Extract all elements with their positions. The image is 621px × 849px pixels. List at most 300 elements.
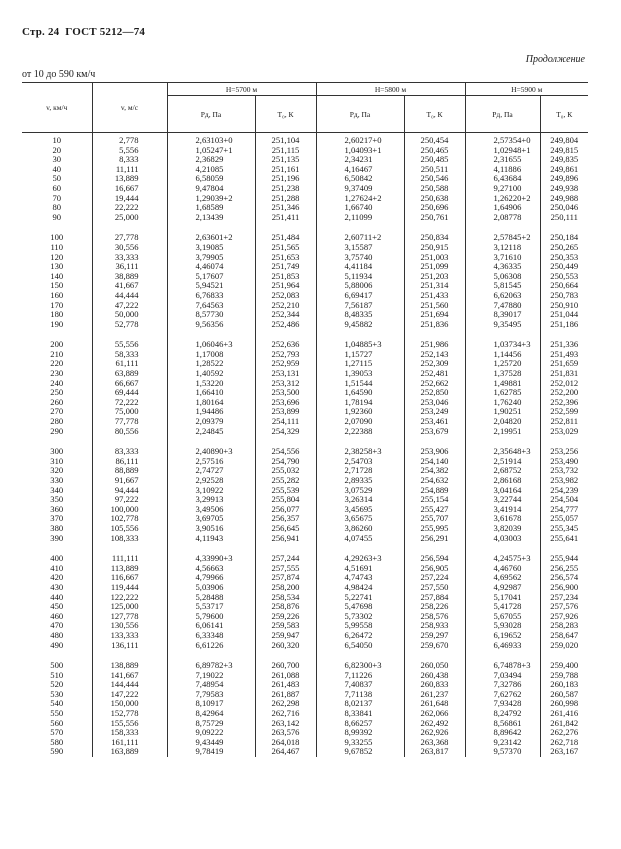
standard-code: ГОСТ 5212—74 (65, 26, 146, 38)
temp-h2: 250,588 (404, 184, 465, 194)
temp-h2: 254,632 (404, 476, 465, 486)
pressure-h2: 8,48335 (316, 310, 404, 320)
temp-h3: 258,647 (540, 631, 588, 641)
pressure-h1: 9,47804 (167, 184, 255, 194)
speed-kmh: 300 (50, 446, 64, 457)
speed-kmh: 530 (50, 688, 64, 699)
temp-h3: 251,659 (540, 359, 588, 369)
pressure-h2: 6,50842 (316, 174, 404, 184)
pressure-h2: 9,67852 (316, 747, 404, 757)
pressure-h3: 6,62063 (465, 291, 540, 301)
speed-ms: 105,556 (92, 524, 167, 534)
speed-kmh: 100 (50, 232, 64, 243)
pressure-h2: 5,47698 (316, 602, 404, 612)
temp-h3: 251,336 (540, 340, 588, 350)
pressure-h3: 7,62762 (465, 690, 540, 700)
temp-h2: 250,915 (404, 243, 465, 253)
pressure-h2: 3,86260 (316, 524, 404, 534)
pressure-h1: 2,74727 (167, 466, 255, 476)
temp-h3: 251,044 (540, 310, 588, 320)
speed-kmh: 50 (52, 173, 62, 184)
temp-h3: 250,265 (540, 243, 588, 253)
speed-ms: 80,556 (92, 427, 167, 437)
temp-h1: 251,749 (255, 262, 316, 272)
speed-kmh: 270 (50, 406, 64, 417)
pressure-h3: 7,47880 (465, 301, 540, 311)
table-body (22, 133, 588, 758)
temp-h2: 250,454 (404, 133, 465, 146)
temp-h3: 259,788 (540, 671, 588, 681)
speed-kmh: 280 (50, 416, 64, 427)
temp-h3: 253,029 (540, 427, 588, 437)
speed-kmh: 560 (50, 717, 64, 728)
pressure-h2: 5,73302 (316, 612, 404, 622)
speed-kmh: 40 (52, 163, 62, 174)
pressure-h3: 1,76240 (465, 398, 540, 408)
speed-kmh: 430 (50, 581, 64, 592)
speed-kmh: 130 (50, 261, 64, 272)
pressure-h1: 3,29913 (167, 495, 255, 505)
pressure-h3: 8,39017 (465, 310, 540, 320)
pressure-h3: 4,36335 (465, 262, 540, 272)
temp-h3: 261,416 (540, 709, 588, 719)
pressure-h2: 2,22388 (316, 427, 404, 437)
pressure-h1: 5,03906 (167, 583, 255, 593)
temp-h1: 263,576 (255, 728, 316, 738)
temp-h2: 256,905 (404, 564, 465, 574)
temp-h1: 257,244 (255, 554, 316, 564)
speed-ms: 94,444 (92, 486, 167, 496)
speed-kmh: 390 (50, 532, 64, 543)
col-t0-2: T₀, К (404, 96, 465, 133)
speed-ms: 66,667 (92, 379, 167, 389)
temp-h3: 257,234 (540, 593, 588, 603)
speed-kmh: 440 (50, 591, 64, 602)
temp-h2: 257,884 (404, 593, 465, 603)
temp-h2: 253,461 (404, 417, 465, 427)
pressure-h1: 9,78419 (167, 747, 255, 757)
temp-h1: 251,161 (255, 165, 316, 175)
temp-h3: 255,057 (540, 514, 588, 524)
speed-ms: 100,000 (92, 505, 167, 515)
speed-ms: 52,778 (92, 320, 167, 330)
temp-h1: 252,959 (255, 359, 316, 369)
speed-kmh: 260 (50, 396, 64, 407)
temp-h3: 249,938 (540, 184, 588, 194)
temp-h1: 251,964 (255, 281, 316, 291)
continuation-label: Продолжение (525, 54, 585, 65)
pressure-h1: 8,10917 (167, 699, 255, 709)
speed-ms: 63,889 (92, 369, 167, 379)
temp-h1: 251,238 (255, 184, 316, 194)
speed-ms: 138,889 (92, 661, 167, 671)
table-row (22, 213, 588, 223)
pressure-h3: 2,35648+3 (465, 447, 540, 457)
speed-kmh: 370 (50, 513, 64, 524)
pressure-h1: 7,48954 (167, 680, 255, 690)
pressure-h3: 4,92987 (465, 583, 540, 593)
temp-h1: 251,484 (255, 233, 316, 243)
pressure-h3: 2,57845+2 (465, 233, 540, 243)
pressure-h1: 6,33348 (167, 631, 255, 641)
temp-h1: 258,200 (255, 583, 316, 593)
speed-kmh: 200 (50, 339, 64, 350)
pressure-h2: 2,38258+3 (316, 447, 404, 457)
speed-kmh: 290 (50, 425, 64, 436)
temp-h2: 250,834 (404, 233, 465, 243)
pressure-h2: 3,65675 (316, 514, 404, 524)
pressure-h1: 2,36829 (167, 155, 255, 165)
pressure-h1: 4,46074 (167, 262, 255, 272)
temp-h2: 259,297 (404, 631, 465, 641)
pressure-h1: 7,19022 (167, 671, 255, 681)
pressure-h3: 7,93428 (465, 699, 540, 709)
pressure-h3: 1,37528 (465, 369, 540, 379)
speed-kmh: 450 (50, 601, 64, 612)
temp-h2: 252,662 (404, 379, 465, 389)
pressure-h3: 9,35495 (465, 320, 540, 330)
pressure-h2: 2,54703 (316, 457, 404, 467)
table-row (22, 747, 588, 757)
pressure-h1: 3,69705 (167, 514, 255, 524)
pressure-h3: 1,62785 (465, 388, 540, 398)
speed-kmh: 320 (50, 465, 64, 476)
speed-ms: 61,111 (92, 359, 167, 369)
pressure-h3: 1,49881 (465, 379, 540, 389)
pressure-h2: 8,99392 (316, 728, 404, 738)
pressure-h2: 2,89335 (316, 476, 404, 486)
pressure-h1: 1,68589 (167, 203, 255, 213)
pressure-h2: 5,22741 (316, 593, 404, 603)
temp-h1: 253,696 (255, 398, 316, 408)
pressure-h2: 7,56187 (316, 301, 404, 311)
temp-h3: 260,998 (540, 699, 588, 709)
pressure-h2: 9,45882 (316, 320, 404, 330)
temp-h1: 262,716 (255, 709, 316, 719)
pressure-h1: 4,21085 (167, 165, 255, 175)
pressure-h1: 6,89782+3 (167, 661, 255, 671)
col-altitude-1: H=5700 м (167, 83, 316, 96)
speed-kmh: 520 (50, 679, 64, 690)
temp-h2: 258,226 (404, 602, 465, 612)
pressure-h2: 3,75740 (316, 253, 404, 263)
pressure-h2: 6,54050 (316, 641, 404, 651)
temp-h1: 258,534 (255, 593, 316, 603)
speed-kmh: 380 (50, 522, 64, 533)
pressure-h1: 1,29039+2 (167, 194, 255, 204)
pressure-h1: 9,09222 (167, 728, 255, 738)
temp-h3: 253,490 (540, 457, 588, 467)
range-note: от 10 до 590 км/ч (22, 69, 96, 80)
pressure-h2: 4,98424 (316, 583, 404, 593)
pressure-h2: 1,27624+2 (316, 194, 404, 204)
pressure-h2: 3,26314 (316, 495, 404, 505)
temp-h3: 256,900 (540, 583, 588, 593)
speed-ms: 141,667 (92, 671, 167, 681)
pressure-h3: 3,71610 (465, 253, 540, 263)
temp-h2: 250,638 (404, 194, 465, 204)
pressure-h2: 7,71138 (316, 690, 404, 700)
speed-kmh: 540 (50, 698, 64, 709)
speed-kmh: 420 (50, 572, 64, 583)
pressure-h3: 3,22744 (465, 495, 540, 505)
pressure-h2: 2,60711+2 (316, 233, 404, 243)
temp-h2: 251,836 (404, 320, 465, 330)
temp-h2: 254,382 (404, 466, 465, 476)
pressure-h2: 3,45695 (316, 505, 404, 515)
speed-ms: 161,111 (92, 738, 167, 748)
page-number: Стр. 24 (22, 26, 60, 38)
temp-h1: 262,298 (255, 699, 316, 709)
temp-h2: 255,427 (404, 505, 465, 515)
pressure-h3: 6,19652 (465, 631, 540, 641)
temp-h3: 250,111 (540, 213, 588, 223)
pressure-h1: 2,13439 (167, 213, 255, 223)
temp-h3: 254,239 (540, 486, 588, 496)
temp-h3: 254,777 (540, 505, 588, 515)
pressure-h1: 1,05247+1 (167, 146, 255, 156)
temp-h3: 250,910 (540, 301, 588, 311)
speed-ms: 50,000 (92, 310, 167, 320)
pressure-h1: 2,24845 (167, 427, 255, 437)
pressure-h1: 9,43449 (167, 738, 255, 748)
temp-h1: 252,344 (255, 310, 316, 320)
temp-h1: 260,700 (255, 661, 316, 671)
pressure-h1: 4,33990+3 (167, 554, 255, 564)
pressure-h1: 6,76833 (167, 291, 255, 301)
speed-kmh: 160 (50, 289, 64, 300)
col-pd-1: Pд, Па (167, 96, 255, 133)
pressure-h3: 5,67055 (465, 612, 540, 622)
pressure-h1: 3,10922 (167, 486, 255, 496)
speed-ms: 86,111 (92, 457, 167, 467)
temp-h2: 263,368 (404, 738, 465, 748)
pressure-h3: 3,82039 (465, 524, 540, 534)
speed-ms: 152,778 (92, 709, 167, 719)
pressure-h1: 6,58059 (167, 174, 255, 184)
pressure-h2: 1,15727 (316, 350, 404, 360)
temp-h2: 258,576 (404, 612, 465, 622)
pressure-h1: 1,17008 (167, 350, 255, 360)
temp-h2: 255,154 (404, 495, 465, 505)
temp-h2: 252,143 (404, 350, 465, 360)
temp-h1: 251,346 (255, 203, 316, 213)
pressure-h2: 1,78194 (316, 398, 404, 408)
speed-ms: 72,222 (92, 398, 167, 408)
pressure-h1: 6,06141 (167, 621, 255, 631)
pressure-h1: 2,57516 (167, 457, 255, 467)
speed-ms: 22,222 (92, 203, 167, 213)
pressure-h1: 1,80164 (167, 398, 255, 408)
pressure-h2: 2,71728 (316, 466, 404, 476)
temp-h3: 250,783 (540, 291, 588, 301)
temp-h2: 250,761 (404, 213, 465, 223)
temp-h3: 250,046 (540, 203, 588, 213)
table-row (22, 427, 588, 437)
temp-h2: 255,995 (404, 524, 465, 534)
pressure-h2: 2,60217+0 (316, 133, 404, 146)
speed-kmh: 500 (50, 660, 64, 671)
temp-h3: 262,276 (540, 728, 588, 738)
temp-h2: 253,906 (404, 447, 465, 457)
col-t0-3: T₀, К (540, 96, 588, 133)
temp-h1: 257,874 (255, 573, 316, 583)
speed-kmh: 510 (50, 669, 64, 680)
col-altitude-3: H=5900 м (465, 83, 588, 96)
table-row (22, 320, 588, 330)
col-v-kmh: v, км/ч (22, 83, 92, 133)
pressure-h1: 4,79966 (167, 573, 255, 583)
speed-kmh: 470 (50, 620, 64, 631)
speed-kmh: 250 (50, 387, 64, 398)
pressure-h2: 1,66740 (316, 203, 404, 213)
temp-h1: 261,483 (255, 680, 316, 690)
speed-kmh: 350 (50, 494, 64, 505)
speed-kmh: 340 (50, 484, 64, 495)
col-pd-3: Pд, Па (465, 96, 540, 133)
temp-h3: 262,718 (540, 738, 588, 748)
temp-h1: 252,083 (255, 291, 316, 301)
temp-h3: 249,835 (540, 155, 588, 165)
speed-ms: 108,333 (92, 534, 167, 544)
temp-h1: 252,793 (255, 350, 316, 360)
pressure-h3: 6,43684 (465, 174, 540, 184)
temp-h3: 251,831 (540, 369, 588, 379)
table-row (22, 641, 588, 651)
pressure-h3: 2,68752 (465, 466, 540, 476)
pressure-h1: 1,28522 (167, 359, 255, 369)
speed-kmh: 580 (50, 736, 64, 747)
temp-h1: 251,411 (255, 213, 316, 223)
pressure-h3: 9,57370 (465, 747, 540, 757)
speed-ms: 116,667 (92, 573, 167, 583)
temp-h2: 259,670 (404, 641, 465, 651)
temp-h1: 251,104 (255, 133, 316, 146)
temp-h2: 262,926 (404, 728, 465, 738)
temp-h3: 252,200 (540, 388, 588, 398)
speed-ms: 30,556 (92, 243, 167, 253)
speed-ms: 97,222 (92, 495, 167, 505)
temp-h3: 257,576 (540, 602, 588, 612)
temp-h3: 250,449 (540, 262, 588, 272)
speed-ms: 147,222 (92, 690, 167, 700)
speed-ms: 155,556 (92, 719, 167, 729)
temp-h2: 252,481 (404, 369, 465, 379)
temp-h1: 253,131 (255, 369, 316, 379)
speed-kmh: 10 (52, 135, 62, 145)
pressure-h2: 4,41184 (316, 262, 404, 272)
speed-ms: 150,000 (92, 699, 167, 709)
temp-h3: 261,842 (540, 719, 588, 729)
pressure-h2: 1,51544 (316, 379, 404, 389)
temp-h2: 251,694 (404, 310, 465, 320)
pressure-h1: 7,64563 (167, 301, 255, 311)
speed-ms: 13,889 (92, 174, 167, 184)
speed-kmh: 180 (50, 309, 64, 320)
temp-h3: 252,599 (540, 407, 588, 417)
temp-h1: 255,539 (255, 486, 316, 496)
temp-h2: 250,511 (404, 165, 465, 175)
pressure-h1: 3,79905 (167, 253, 255, 263)
temp-h1: 264,018 (255, 738, 316, 748)
speed-kmh: 330 (50, 475, 64, 485)
pressure-h3: 5,41728 (465, 602, 540, 612)
pressure-h3: 2,51914 (465, 457, 540, 467)
speed-kmh: 410 (50, 562, 64, 573)
pressure-h1: 5,94521 (167, 281, 255, 291)
temp-h1: 253,500 (255, 388, 316, 398)
temp-h1: 254,790 (255, 457, 316, 467)
pressure-h2: 4,29263+3 (316, 554, 404, 564)
speed-kmh: 310 (50, 455, 64, 466)
speed-kmh: 570 (50, 727, 64, 738)
speed-ms: 125,000 (92, 602, 167, 612)
temp-h1: 257,555 (255, 564, 316, 574)
speed-ms: 77,778 (92, 417, 167, 427)
temp-h3: 255,345 (540, 524, 588, 534)
speed-kmh: 90 (52, 211, 62, 222)
temp-h1: 255,804 (255, 495, 316, 505)
speed-ms: 75,000 (92, 407, 167, 417)
pressure-h1: 5,28488 (167, 593, 255, 603)
temp-h2: 251,003 (404, 253, 465, 263)
temp-h3: 249,861 (540, 165, 588, 175)
speed-kmh: 490 (50, 639, 64, 650)
pressure-h2: 8,66257 (316, 719, 404, 729)
temp-h3: 257,926 (540, 612, 588, 622)
speed-kmh: 480 (50, 629, 64, 640)
pressure-h2: 3,07529 (316, 486, 404, 496)
temp-h1: 256,645 (255, 524, 316, 534)
pressure-h3: 3,12118 (465, 243, 540, 253)
speed-kmh: 110 (50, 241, 64, 252)
temp-h3: 258,283 (540, 621, 588, 631)
speed-ms: 38,889 (92, 272, 167, 282)
temp-h3: 252,396 (540, 398, 588, 408)
speed-ms: 130,556 (92, 621, 167, 631)
pressure-h3: 1,90251 (465, 407, 540, 417)
pressure-h1: 1,66410 (167, 388, 255, 398)
speed-kmh: 170 (50, 299, 64, 310)
temp-h1: 260,320 (255, 641, 316, 651)
pressure-h3: 1,64906 (465, 203, 540, 213)
speed-ms: 127,778 (92, 612, 167, 622)
pressure-h1: 1,94486 (167, 407, 255, 417)
pressure-h1: 8,42964 (167, 709, 255, 719)
temp-h3: 254,504 (540, 495, 588, 505)
speed-ms: 133,333 (92, 631, 167, 641)
temp-h1: 253,899 (255, 407, 316, 417)
temp-h2: 256,594 (404, 554, 465, 564)
pressure-h3: 1,02948+1 (465, 146, 540, 156)
speed-kmh: 220 (50, 358, 64, 369)
pressure-h2: 2,07090 (316, 417, 404, 427)
pressure-h1: 8,75729 (167, 719, 255, 729)
speed-ms: 58,333 (92, 350, 167, 360)
temp-h1: 252,210 (255, 301, 316, 311)
temp-h3: 252,811 (540, 417, 588, 427)
pressure-h3: 2,08778 (465, 213, 540, 223)
temp-h2: 250,485 (404, 155, 465, 165)
temp-h1: 259,947 (255, 631, 316, 641)
temp-h2: 261,237 (404, 690, 465, 700)
pressure-h2: 1,27115 (316, 359, 404, 369)
pressure-h2: 8,33841 (316, 709, 404, 719)
pressure-h2: 6,26472 (316, 631, 404, 641)
pressure-h1: 4,56663 (167, 564, 255, 574)
pressure-h2: 4,16467 (316, 165, 404, 175)
temp-h1: 261,887 (255, 690, 316, 700)
